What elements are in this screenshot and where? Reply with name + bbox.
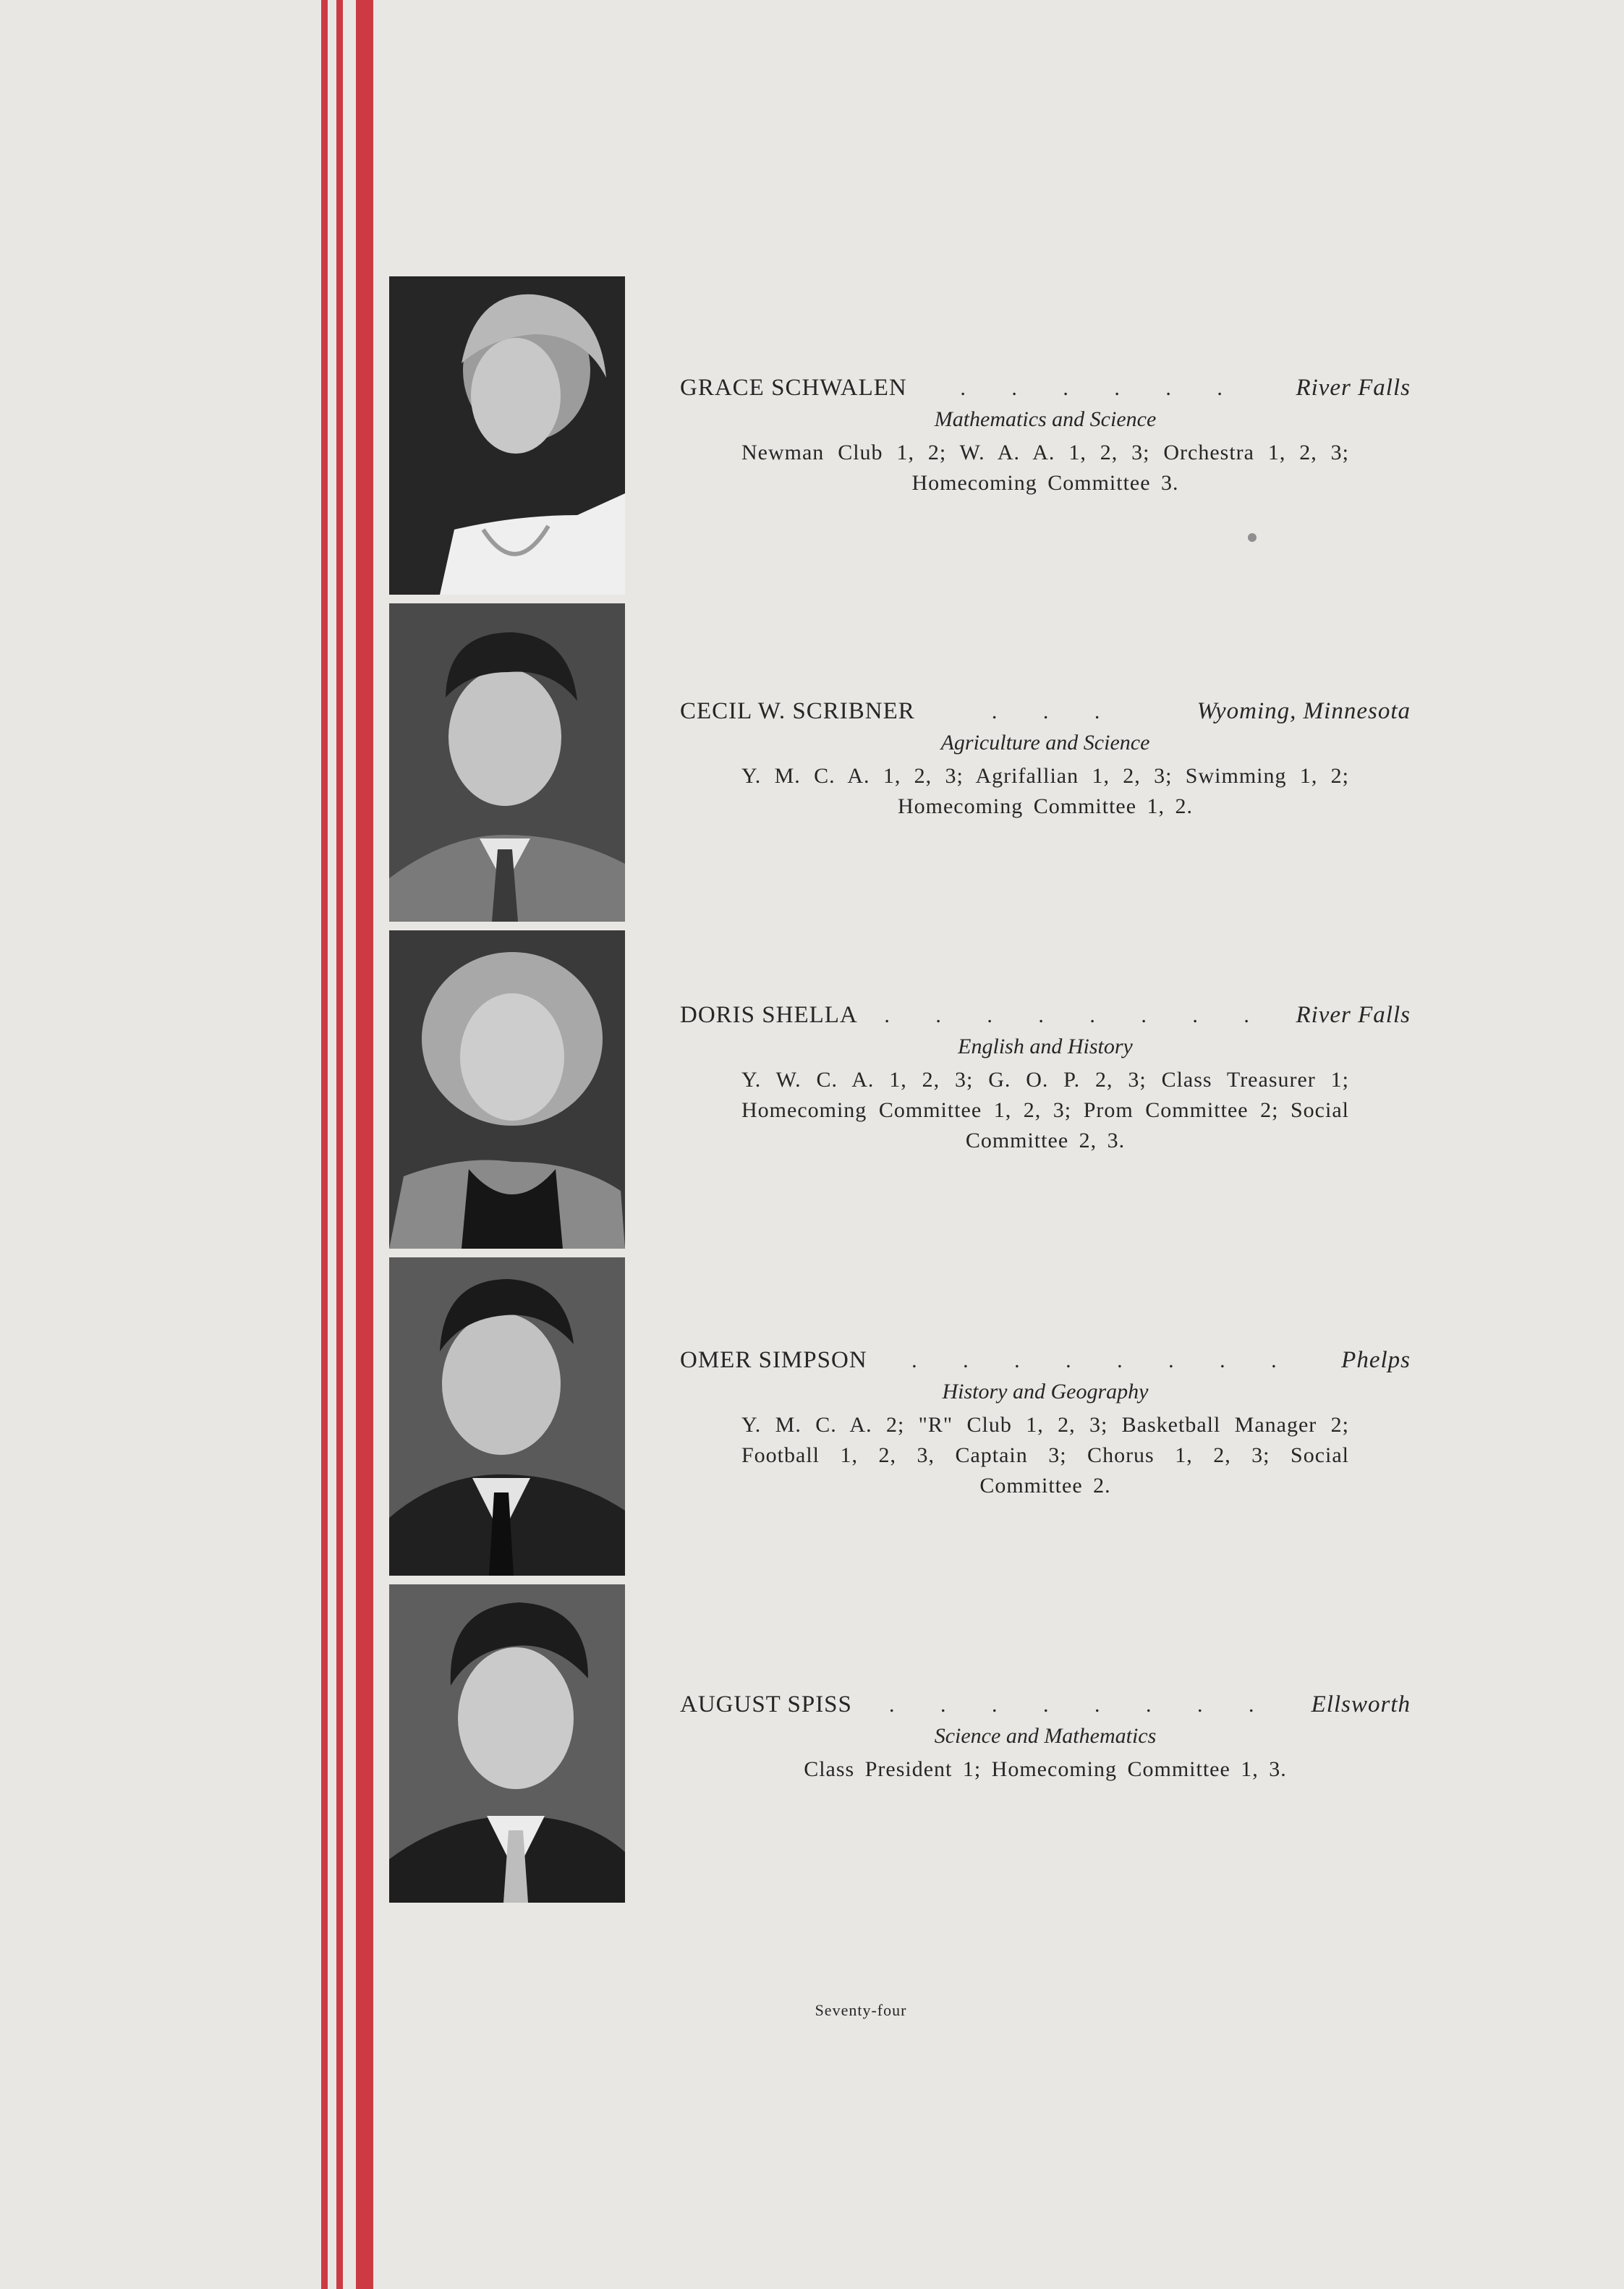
leader-dots: . . . . . . . . — [911, 1349, 1297, 1372]
student-name: AUGUST SPISS — [680, 1691, 852, 1717]
student-entry — [680, 1691, 1411, 1785]
student-name: DORIS SHELLA — [680, 1002, 858, 1028]
student-name: GRACE SCHWALEN — [680, 375, 907, 401]
hometown: River Falls — [1296, 375, 1411, 401]
course-of-study: History and Geography — [942, 1380, 1149, 1403]
entry-heading — [680, 1002, 1411, 1029]
course-of-study: Science and Mathematics — [934, 1724, 1157, 1748]
red-rule-thick — [356, 0, 373, 2289]
hometown: Ellsworth — [1311, 1691, 1411, 1717]
entry-heading — [680, 1691, 1411, 1718]
activities-list: Class President 1; Homecoming Committee 1, 3. — [804, 1757, 1287, 1781]
portrait-image — [389, 1257, 625, 1576]
entry-heading — [680, 375, 1411, 402]
portrait-image — [389, 930, 625, 1249]
leader-dots: . . . . . . . . — [889, 1693, 1275, 1717]
portrait-image — [389, 1584, 625, 1903]
hometown: Wyoming, Minnesota — [1196, 698, 1411, 724]
course-of-study: Mathematics and Science — [934, 407, 1157, 431]
activities-list: Y. M. C. A. 1, 2, 3; Agrifallian 1, 2, 3; Swimming 1, 2; Homecoming Committee 1, 2. — [741, 764, 1349, 818]
entry-heading — [680, 698, 1411, 725]
portrait-photo-grace-schwalen — [389, 276, 625, 595]
paper-speck — [1248, 533, 1257, 542]
course-of-study: English and History — [958, 1035, 1133, 1058]
student-name: CECIL W. SCRIBNER — [680, 698, 915, 724]
student-entry — [680, 1347, 1411, 1501]
portrait-photo-august-spiss — [389, 1584, 625, 1903]
activities-list: Newman Club 1, 2; W. A. A. 1, 2, 3; Orchestra 1, 2, 3; Homecoming Committee 3. — [741, 441, 1349, 495]
activities-list: Y. M. C. A. 2; "R" Club 1, 2, 3; Basketball Manager 2; Football 1, 2, 3, Captain 3; Chorus 1, 2, 3; Social Committee 2. — [741, 1413, 1349, 1498]
leader-dots: . . . . . . — [960, 376, 1243, 400]
portrait-image — [389, 276, 625, 595]
activities-list: Y. W. C. A. 1, 2, 3; G. O. P. 2, 3; Class Treasurer 1; Homecoming Committee 1, 2, 3; Prom Committee 2; Social Committee 2, 3. — [741, 1068, 1349, 1152]
leader-dots: . . . . . . . . — [884, 1003, 1270, 1027]
page-number: Seventy-four — [815, 2001, 907, 2019]
red-rule-thin-left — [321, 0, 328, 2289]
student-name: OMER SIMPSON — [680, 1347, 867, 1373]
hometown: Phelps — [1341, 1347, 1411, 1373]
course-of-study: Agriculture and Science — [940, 731, 1150, 755]
leader-dots: . . . — [991, 700, 1121, 723]
portrait-photo-doris-shella — [389, 930, 625, 1249]
student-entry — [680, 1002, 1411, 1156]
hometown: River Falls — [1296, 1002, 1411, 1028]
portrait-image — [389, 603, 625, 922]
student-entry — [680, 698, 1411, 822]
portrait-photo-cecil-scribner — [389, 603, 625, 922]
portrait-photo-omer-simpson — [389, 1257, 625, 1576]
student-entry — [680, 375, 1411, 498]
entry-heading — [680, 1347, 1411, 1374]
red-rule-thin-middle — [336, 0, 343, 2289]
